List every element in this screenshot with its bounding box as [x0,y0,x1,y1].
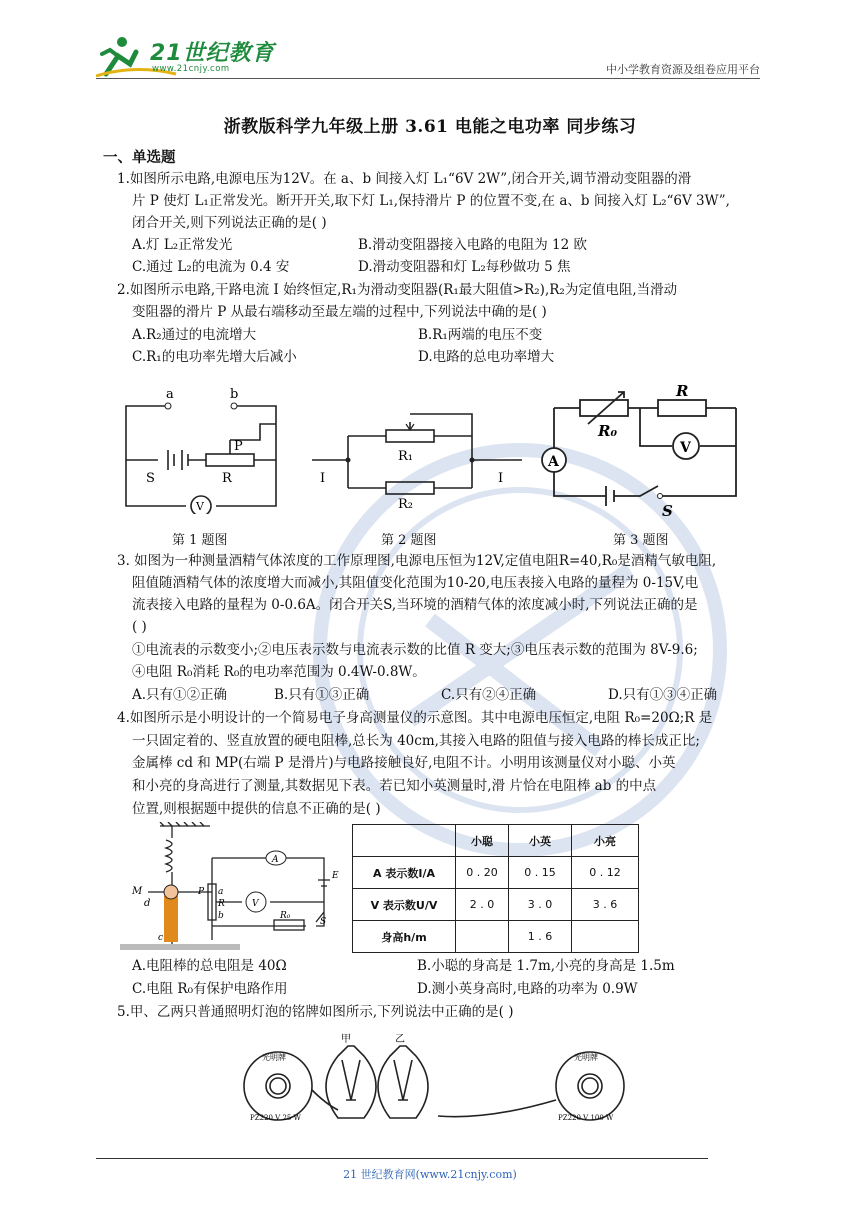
table-cell: 0 . 15 [509,857,572,889]
q5-line-1: 5.甲、乙两只普通照明灯泡的铭牌如图所示,下列说法中正确的是( ) [117,1004,514,1020]
q4-line-5: 位置,则根据题中提供的信息不正确的是( ) [132,801,381,817]
q4-option-b: B.小聪的身高是 1.7m,小亮的身高是 1.5m [417,958,675,974]
q1-line-2: 片 P 使灯 L₁正常发光。断开开关,取下灯 L₁,保持滑片 P 的位置不变,在 a、b 间接入灯 L₂“6V 3W”, [132,193,730,209]
q1-option-a: A.灯 L₂正常发光 [132,237,233,253]
q4-fig-label-p: P [198,887,205,897]
q5-brand-2: 光明牌 [574,1053,598,1062]
footer-divider [96,1158,708,1159]
q4-option-c: C.电阻 R₀有保护电路作用 [132,981,288,997]
q4-option-a: A.电阻棒的总电阻是 40Ω [132,958,287,974]
q4-fig-label-d: d [144,898,151,909]
q3-option-a: A.只有①②正确 [132,687,228,703]
fig3-label-a: A [548,454,559,470]
q4-line-4: 和小亮的身高进行了测量,其数据见下表。若已知小英测量时,滑 片恰在电阻棒 ab 的中点 [132,778,657,794]
q4-fig-label-e: E [332,871,339,881]
q2-line-1: 2.如图所示电路,干路电流 I 始终恒定,R₁为滑动变阻器(R₁最大阻值>R₂),R₂为定值电阻,当滑动 [117,282,678,298]
q3-line-3: 流表接入电路的量程为 0-0.6A。闭合开关S,当环境的酒精气体的浓度减小时,下列说法正确的是 [132,597,698,613]
fig2-caption: 第 2 题图 [381,533,437,548]
q5-rating-1: PZ220 V 25 W [250,1114,301,1122]
q3-option-d: D.只有①③④正确 [608,687,718,703]
q1-line-1: 1.如图所示电路,电源电压为12V。在 a、b 间接入灯 L₁“6V 2W”,闭合开关,调节滑动变阻器的滑 [117,171,692,187]
q2-option-b: B.R₁两端的电压不变 [418,327,543,343]
fig2-circuit [312,400,532,510]
q3-line-2: 阻值随酒精气体的浓度增大而减小,其阻值变化范围为10-20,电压表接入电路的量程为 0-15V,电 [132,575,699,591]
q4-option-d: D.测小英身高时,电路的功率为 0.9W [417,981,638,997]
table-cell [572,921,639,953]
fig3-caption: 第 3 题图 [613,533,669,548]
q3-option-b: B.只有①③正确 [274,687,370,703]
table-row [353,857,639,889]
table-row [353,889,639,921]
q4-fig-label-r: R [218,899,225,909]
q2-line-2: 变阻器的滑片 P 从最右端移动至最左端的过程中,下列说法中确的是( ) [132,304,547,320]
q5-bulbs-figure [238,1030,638,1130]
q1-option-d: D.滑动变阻器和灯 L₂每秒做功 5 焦 [358,259,571,275]
table-cell: 身高h/m [353,921,456,953]
table-cell: 0 . 20 [456,857,509,889]
q1-option-c: C.通过 L₂的电流为 0.4 安 [132,259,290,275]
table-cell: 3 . 6 [572,889,639,921]
table-header-cell: 小英 [509,825,572,857]
table-cell: V 表示数U/V [353,889,456,921]
table-header-cell: 小聪 [456,825,509,857]
table-cell [456,921,509,953]
q5-label-jia: 甲 [341,1034,351,1045]
q4-fig-label-ammeter: A [272,855,279,865]
fig2-label-i-right: I [498,471,504,486]
q2-option-c: C.R₁的电功率先增大后减小 [132,349,297,365]
fig1-label-s: S [146,471,155,486]
q4-data-table [352,824,639,953]
page-title: 浙教版科学九年级上册 3.61 电能之电功率 同步练习 [223,117,637,137]
header-divider [96,78,760,79]
fig1-label-r: R [222,471,232,486]
q3-line-5: ①电流表的示数变小;②电压表示数与电流表示数的比值 R 变大;③电压表示数的范围为 8V-9.6; [132,642,698,658]
platform-name: 中小学教育资源及组卷应用平台 [606,63,760,76]
q4-fig-label-s: S [320,917,327,927]
q2-option-a: A.R₂通过的电流增大 [132,327,257,343]
fig3-label-r0: R₀ [598,422,618,440]
q4-fig-label-m: M [132,886,143,897]
q4-fig-label-r0: R₀ [280,911,291,921]
q3-line-4: ( ) [132,619,147,635]
logo-text: 21世纪教育 [150,41,275,66]
q4-fig-label-voltmeter: V [252,899,259,909]
fig1-label-a: a [166,387,174,402]
fig1-label-v: V [196,500,204,513]
table-cell: 0 . 12 [572,857,639,889]
q4-fig-label-c: c [158,933,164,943]
fig1-label-p: P [234,439,243,454]
fig3-label-v: V [680,440,691,456]
q4-line-3: 金属棒 cd 和 MP(右端 P 是滑片)与电路接触良好,电阻不计。小明用该测量仪对小聪、小英 [132,755,676,771]
q4-fig-label-b: b [218,911,224,921]
fig2-label-r1: R₁ [398,449,413,464]
q4-line-1: 4.如图所示是小明设计的一个简易电子身高测量仪的示意图。其中电源电压恒定,电阻 R₀=20Ω;R 是 [117,710,713,726]
q1-line-3: 闭合开关,则下列说法正确的是( ) [132,215,327,231]
table-row [353,921,639,953]
q3-line-1: 3. 如图为一种测量酒精气体浓度的工作原理图,电源电压恒为12V,定值电阻R=40,R₀是酒精气敏电阻, [117,553,717,569]
section-heading: 一、单选题 [103,149,176,166]
table-header-row [353,825,639,857]
table-cell: 3 . 0 [509,889,572,921]
q5-rating-2: PZ220 V 100 W [558,1114,614,1122]
table-header-cell [353,825,456,857]
fig2-label-i-left: I [320,471,326,486]
table-header-cell: 小亮 [572,825,639,857]
q4-line-2: 一只固定着的、竖直放置的硬电阻棒,总长为 40cm,其接入电路的阻值与接入电路的棒长成正比; [132,733,700,749]
fig1-caption: 第 1 题图 [172,533,228,548]
fig1-circuit [110,384,300,514]
table-cell: A 表示数I/A [353,857,456,889]
q1-option-b: B.滑动变阻器接入电路的电阻为 12 欧 [358,237,587,253]
q3-line-6: ④电阻 R₀消耗 R₀的电功率范围为 0.4W-0.8W。 [132,664,426,680]
q5-brand-1: 光明牌 [262,1053,286,1062]
fig3-label-s: S [662,502,673,518]
table-cell: 1 . 6 [509,921,572,953]
fig1-label-b: b [230,387,239,402]
q4-fig-label-a: a [218,887,224,897]
fig3-circuit [540,378,750,518]
fig3-label-r: R [676,382,689,400]
q4-height-meter-figure [120,822,348,952]
q2-option-d: D.电路的总电功率增大 [418,349,555,365]
table-cell: 2 . 0 [456,889,509,921]
q3-option-c: C.只有②④正确 [441,687,537,703]
footer-text: 21 世纪教育网(www.21cnjy.com) [343,1168,517,1181]
logo-url: www.21cnjy.com [152,64,230,74]
fig2-label-r2: R₂ [398,497,413,510]
q5-label-yi: 乙 [395,1034,405,1045]
